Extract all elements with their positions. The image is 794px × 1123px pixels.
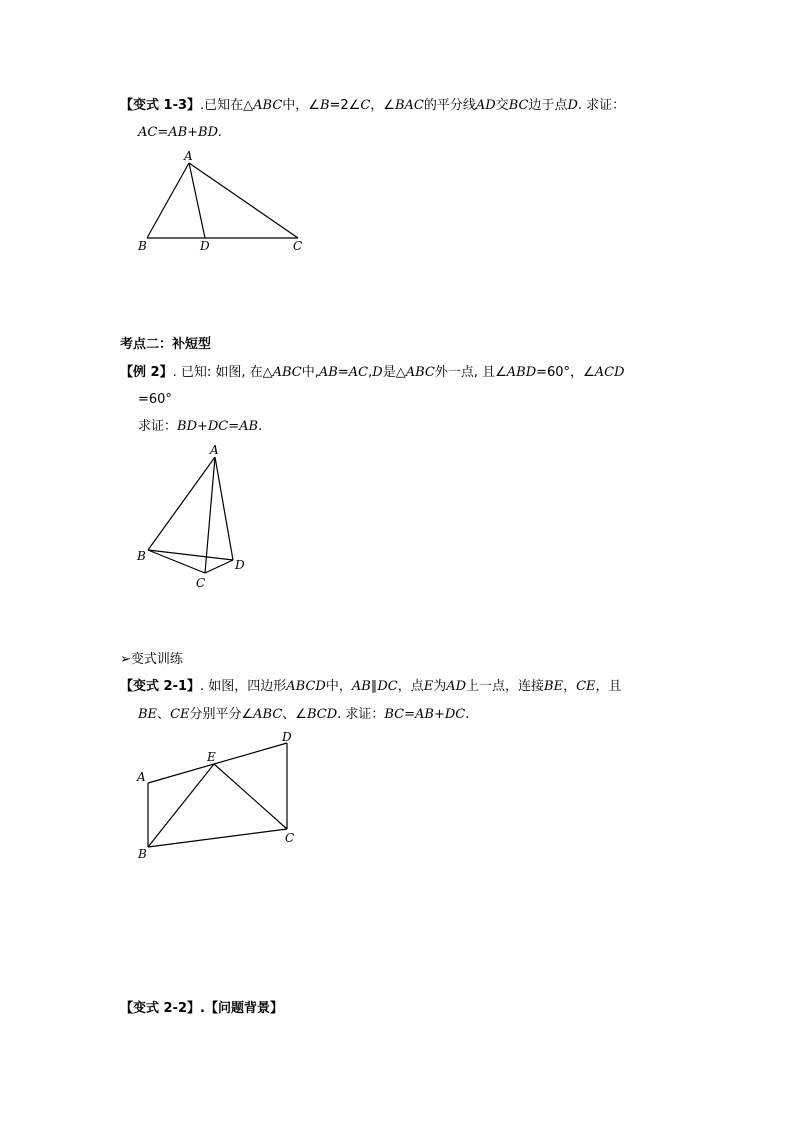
math: BD+DC=AB <box>177 419 259 434</box>
point-label-c: C <box>285 831 295 845</box>
text: ，且 <box>595 679 622 694</box>
text: . 求证： <box>337 707 385 722</box>
math: ACD <box>594 365 625 380</box>
point-label-a: A <box>137 770 146 784</box>
text: =60°，∠ <box>536 365 595 380</box>
math: D <box>372 365 383 380</box>
text: 、∠ <box>282 707 307 722</box>
text: =2∠ <box>329 98 361 113</box>
text: 中， <box>325 679 352 694</box>
math: ABD <box>506 365 537 380</box>
arrow-icon: ➢ <box>120 652 131 667</box>
math: C <box>360 98 371 113</box>
separator: . <box>200 1001 205 1016</box>
math: AD <box>475 98 496 113</box>
math: ABC <box>253 98 283 113</box>
text: 求证： <box>138 419 178 434</box>
segment-bc <box>148 829 287 847</box>
text: , <box>368 365 373 380</box>
text: . <box>258 419 263 434</box>
text: ，点 <box>397 679 424 694</box>
math: AC <box>348 365 369 380</box>
text: 为 <box>433 679 447 694</box>
math: DC <box>377 679 398 694</box>
text: 中，∠ <box>282 98 320 113</box>
math: B <box>319 98 330 113</box>
point-label-d: D <box>235 558 245 572</box>
variant-2-2-line <box>120 1000 283 1018</box>
text: 交 <box>495 98 509 113</box>
point-label-e: E <box>207 750 216 764</box>
math: BCD <box>306 707 338 722</box>
math: E <box>423 679 434 694</box>
separator: . <box>200 98 205 113</box>
text: . <box>465 707 470 722</box>
point-label-b: B <box>138 239 147 253</box>
text: 上一点，连接 <box>466 679 545 694</box>
variant-1-3-line2: AC=AB+BD. <box>138 125 222 140</box>
point-label-a: A <box>184 149 193 163</box>
text: 的平分线 <box>423 98 476 113</box>
point-label-b: B <box>137 549 146 563</box>
text: ，∠ <box>370 98 395 113</box>
math: ABCD <box>286 679 326 694</box>
variant-1-3-tag: 【变式 1-3】 <box>120 98 201 113</box>
practice-label: 变式训练 <box>130 652 183 667</box>
math: BAC <box>394 98 424 113</box>
point-label-a: A <box>210 443 219 457</box>
variant-2-1-tag: 【变式 2-1】 <box>120 679 201 694</box>
math: ABC <box>272 365 302 380</box>
text: = <box>337 365 349 380</box>
text: 、 <box>157 707 171 722</box>
point-label-c: C <box>196 576 206 590</box>
text: 是△ <box>382 365 406 380</box>
example-2-line2: =60° <box>138 392 172 407</box>
math: BE <box>544 679 564 694</box>
text: . 如图，四边形 <box>200 679 287 694</box>
text: 分别平分∠ <box>189 707 254 722</box>
math: ABC <box>405 365 435 380</box>
segment-ce <box>214 764 287 829</box>
math: AB <box>318 365 338 380</box>
text: . 已知: 如图, 在△ <box>172 365 273 380</box>
text: . 求证： <box>577 98 626 113</box>
variant-2-2-tag: 【变式 2-2】 <box>120 1001 201 1016</box>
point-label-d: D <box>282 730 292 744</box>
math: BC <box>508 98 529 113</box>
point-label-c: C <box>293 239 303 253</box>
math: BC=AB+DC <box>384 707 466 722</box>
math: AD <box>446 679 467 694</box>
math: CE <box>170 707 190 722</box>
text: 已知在△ <box>204 98 254 113</box>
math: ABC <box>253 707 283 722</box>
section-heading: 考点二：补短型 <box>120 337 212 352</box>
math: BE <box>138 707 158 722</box>
text: 中, <box>301 365 319 380</box>
example-2-tag: 【例 2】 <box>120 365 173 380</box>
text: 外一点, 且∠ <box>434 365 507 380</box>
math: AB <box>351 679 371 694</box>
segment-ad <box>148 743 287 783</box>
text: 边于点 <box>528 98 568 113</box>
point-label-b: B <box>138 847 147 861</box>
text: ， <box>563 679 577 694</box>
segment-be <box>148 764 214 847</box>
problem-background-label: 【问题背景】 <box>204 1001 283 1016</box>
text: ∥ <box>370 679 378 694</box>
math: D <box>567 98 578 113</box>
point-label-d: D <box>200 239 210 253</box>
math: CE <box>576 679 596 694</box>
